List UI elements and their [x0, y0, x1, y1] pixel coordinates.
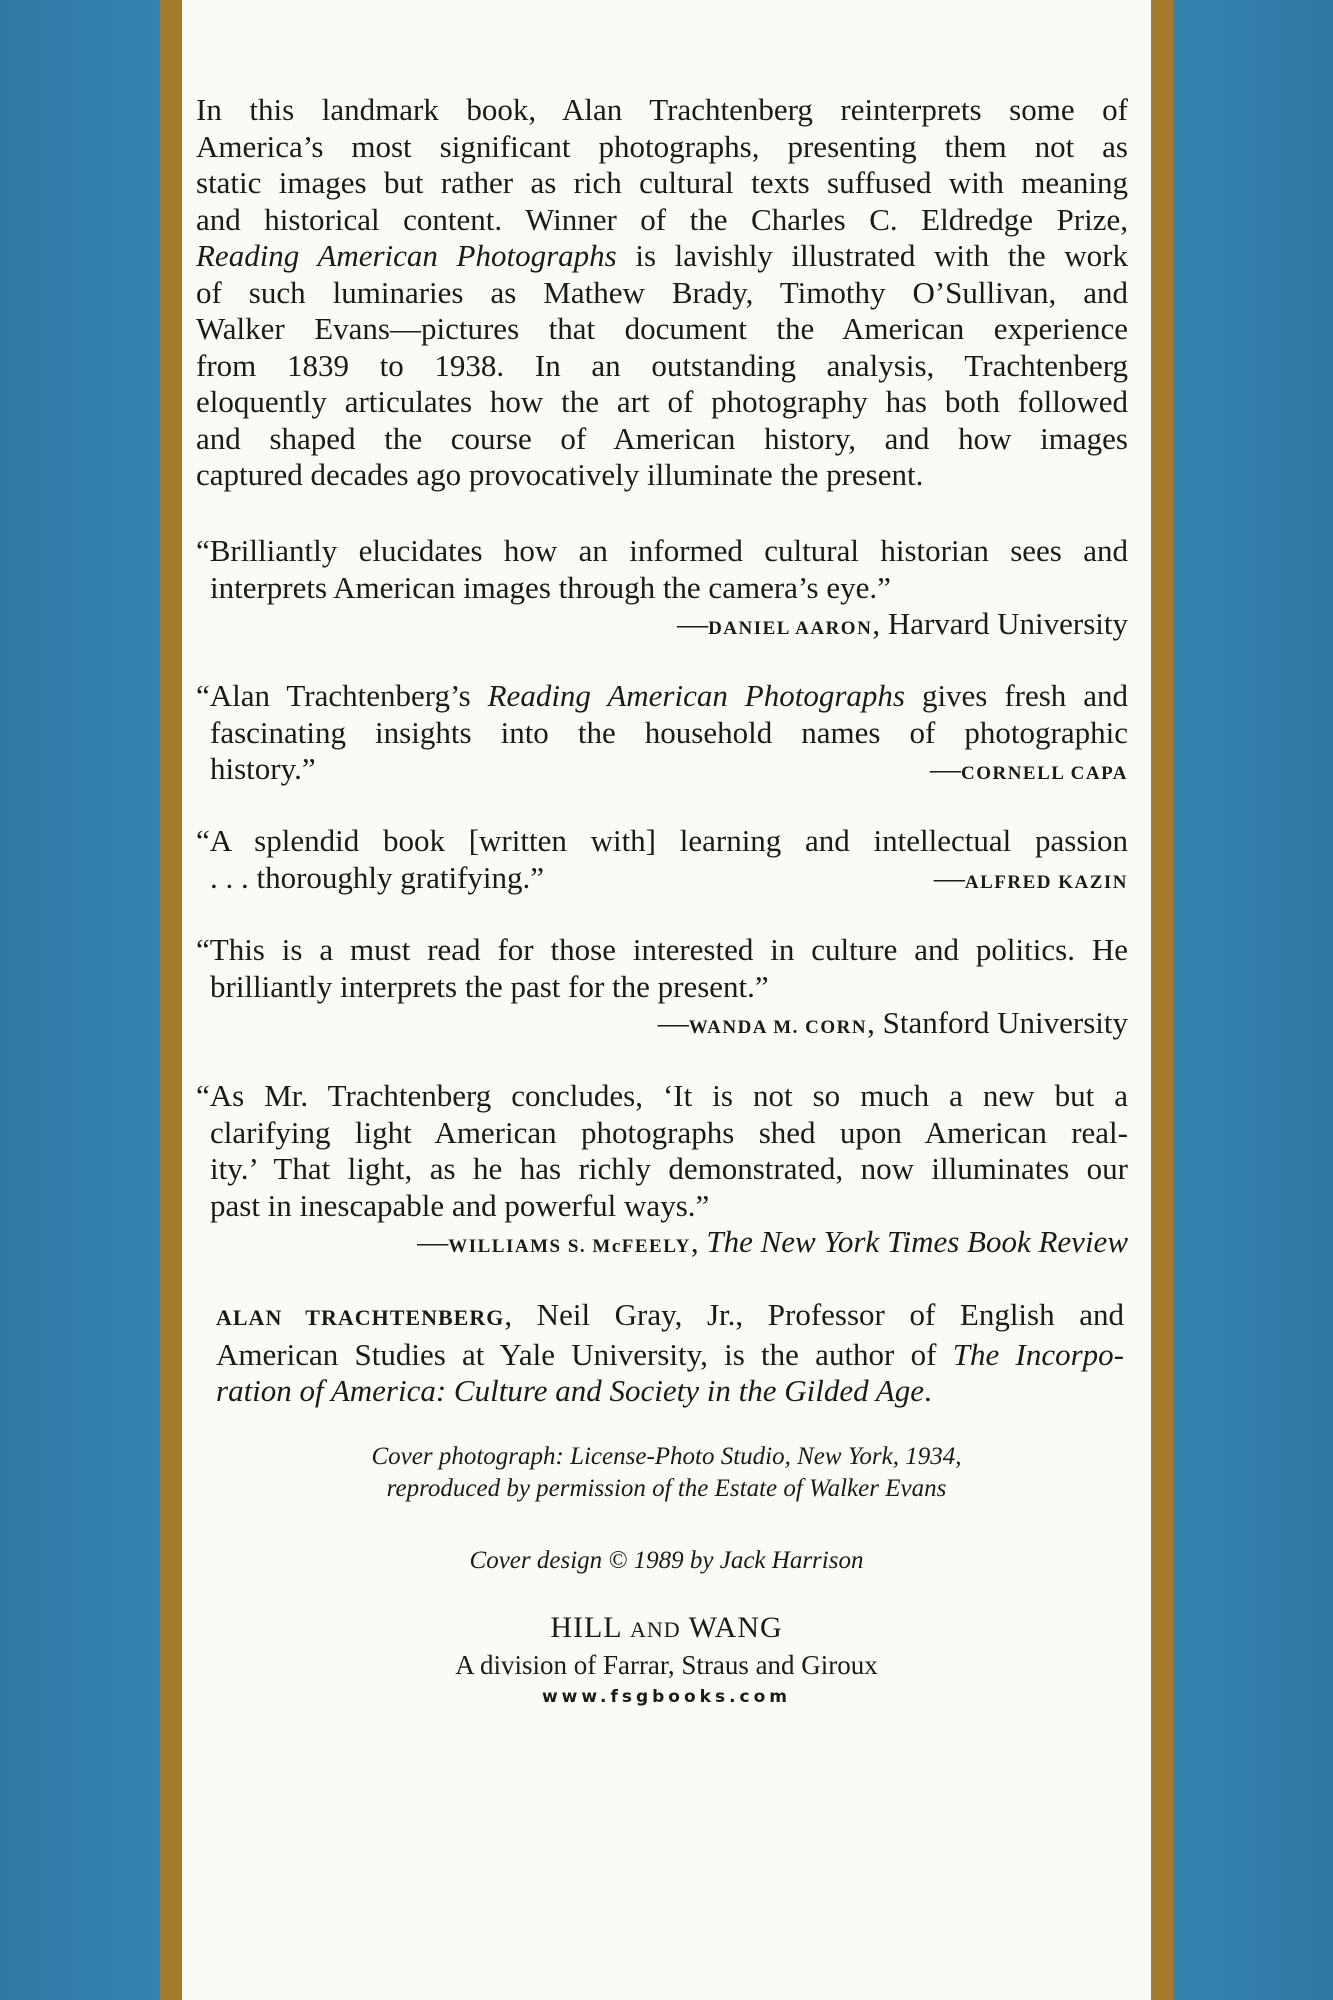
- quote-line: “A splendid book [written with] learning and intellectual passion: [196, 823, 1128, 858]
- intro-line: Reading American Photographs is lavishly illustrated with the work: [196, 238, 1128, 273]
- right-gold-stripe: [1151, 0, 1173, 2000]
- quote-attribution: —ALFRED KAZIN: [933, 859, 1128, 895]
- publisher-name: HILL AND WANG: [550, 1611, 783, 1644]
- credit-line: Cover photograph: License-Photo Studio, New York, 1934,: [371, 1443, 962, 1470]
- publisher-url: www.fsgbooks.com: [541, 1687, 792, 1707]
- right-blue-border: [1173, 0, 1333, 2000]
- book-title: Reading American Photographs: [196, 238, 617, 273]
- intro-line: and shaped the course of American history, and how images: [196, 420, 1128, 456]
- intro-line: In this landmark book, Alan Trachtenberg reinterprets some of: [196, 92, 1128, 127]
- intro-line: static images but rather as rich cultural texts suffused with meaning: [196, 165, 1128, 200]
- attribution-name: DANIEL AARON: [708, 618, 873, 639]
- intro-line: eloquently articulates how the art of photography has both followed: [196, 384, 1128, 419]
- quote-line: ity.’ That light, as he has richly demonstrated, now illuminates our: [210, 1151, 1128, 1186]
- credit-line: reproduced by permission of the Estate of Walker Evans: [386, 1475, 947, 1502]
- quote-line: “As Mr. Trachtenberg concludes, ‘It is not so much a new but a: [196, 1078, 1128, 1113]
- quote-line: “Alan Trachtenberg’s Reading American Photographs gives fresh and: [196, 678, 1129, 713]
- quote-line: “Brilliantly elucidates how an informed cultural historian sees and: [196, 533, 1128, 568]
- quote-line: fascinating insights into the household names of photographic: [210, 714, 1128, 750]
- quote-daniel-aaron: [196, 533, 1128, 648]
- author-name: ALAN TRACHTENBERG: [216, 1305, 505, 1330]
- quote-mcfeely: [196, 1078, 1128, 1266]
- attribution-name: WILLIAMS S. McFEELY: [448, 1236, 691, 1257]
- bio-line: ALAN TRACHTENBERG, Neil Gray, Jr., Professor of English and: [216, 1297, 1124, 1332]
- attribution-source: The New York Times Book Review: [706, 1224, 1128, 1259]
- cover-design-credit: [182, 1545, 1151, 1577]
- cover-photo-credit: [182, 1441, 1151, 1505]
- quote-attribution: —WILLIAMS S. McFEELY, The New York Times Book Review: [417, 1224, 1128, 1259]
- quote-line: “This is a must read for those interested in culture and politics. He: [196, 932, 1128, 967]
- book-title: The Incorpo-: [952, 1336, 1124, 1372]
- quote-alfred-kazin: [196, 823, 1128, 901]
- author-bio: [216, 1297, 1124, 1410]
- left-gold-stripe: [160, 0, 182, 2000]
- quote-line: clarifying light American photographs shed upon American real-: [210, 1114, 1128, 1150]
- quote-attribution: —WANDA M. CORN, Stanford University: [657, 1005, 1128, 1040]
- quote-line: . . . thoroughly gratifying.” —ALFRED KAZIN: [196, 860, 1128, 902]
- quote-wanda-corn: [196, 932, 1128, 1047]
- bio-line: ration of America: Culture and Society in the Gilded Age.: [216, 1373, 932, 1408]
- attribution-name: WANDA M. CORN: [688, 1017, 868, 1038]
- left-blue-border: [0, 0, 160, 2000]
- credit-line: Cover design © 1989 by Jack Harrison: [469, 1547, 864, 1574]
- quote-line: history.” —CORNELL CAPA: [196, 751, 1128, 793]
- intro-line: captured decades ago provocatively illuminate the present.: [196, 457, 924, 492]
- quote-line: brilliantly interprets the past for the present.”: [210, 968, 769, 1004]
- quote-line: interprets American images through the camera’s eye.”: [210, 569, 891, 605]
- intro-line: Walker Evans—pictures that document the American experience: [196, 311, 1128, 346]
- quote-attribution: —CORNELL CAPA: [929, 751, 1128, 786]
- attribution-name: CORNELL CAPA: [960, 763, 1128, 784]
- book-title: Reading American Photographs: [487, 678, 905, 713]
- intro-line: from 1839 to 1938. In an outstanding analysis, Trachtenberg: [196, 347, 1128, 383]
- quote-line: past in inescapable and powerful ways.”: [210, 1187, 710, 1223]
- quote-attribution: —DANIEL AARON, Harvard University: [677, 606, 1128, 641]
- intro-paragraph: [196, 92, 1128, 494]
- intro-line: of such luminaries as Mathew Brady, Timothy O’Sullivan, and: [196, 274, 1128, 310]
- quote-cornell-capa: [196, 678, 1128, 793]
- intro-line: and historical content. Winner of the Charles C. Eldredge Prize,: [196, 201, 1128, 237]
- bio-line: American Studies at Yale University, is the author of The Incorpo-: [216, 1336, 1124, 1372]
- publisher-block: [182, 1610, 1151, 1712]
- intro-line: America’s most significant photographs, presenting them not as: [196, 128, 1128, 164]
- attribution-name: ALFRED KAZIN: [964, 871, 1128, 893]
- publisher-division: A division of Farrar, Straus and Giroux: [455, 1650, 878, 1680]
- book-title: ration of America: Culture and Society in the Gilded Age: [216, 1373, 925, 1408]
